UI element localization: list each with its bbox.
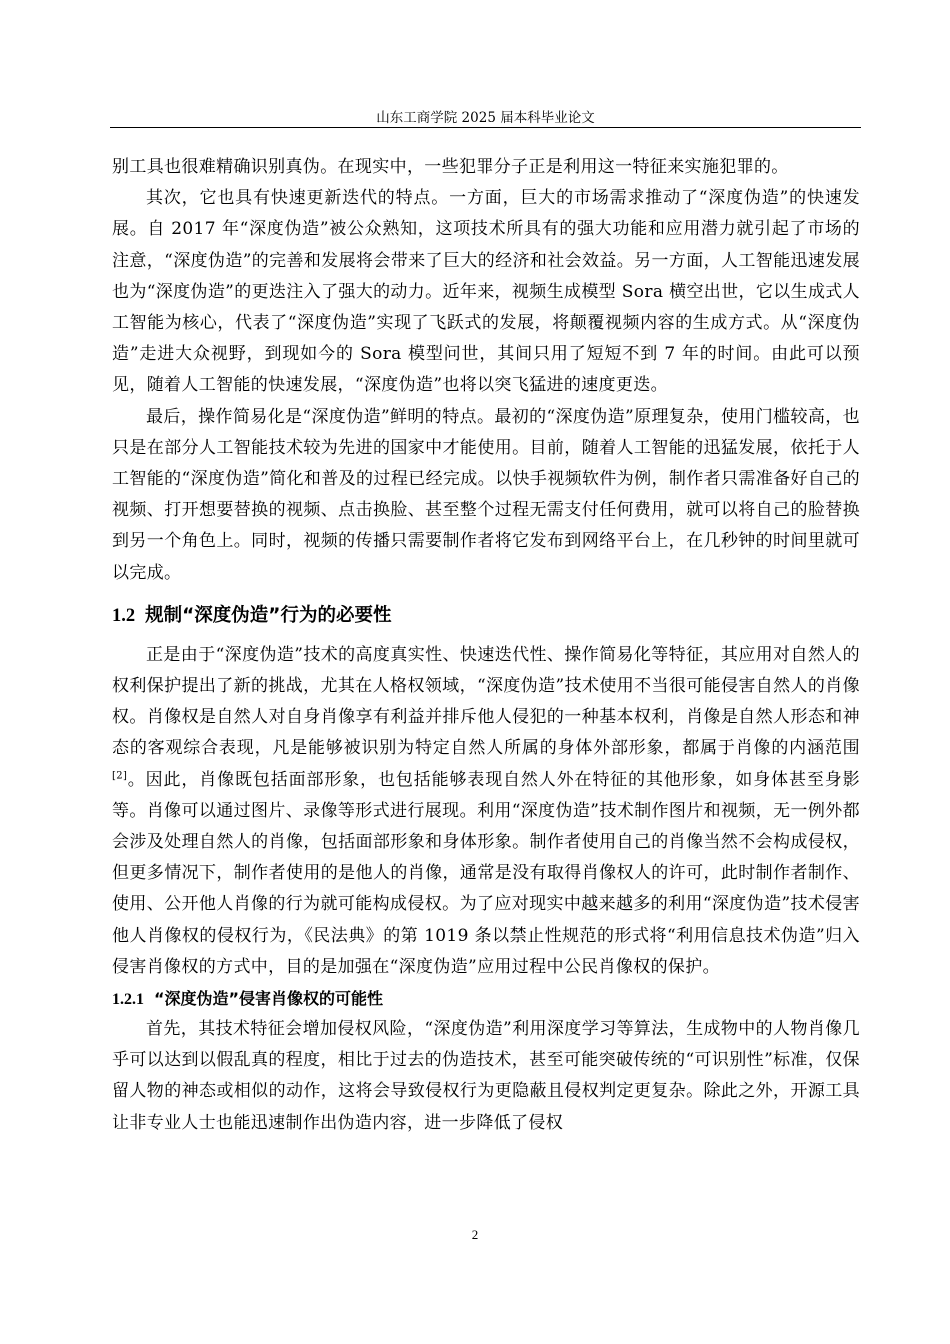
- page-header: 山东工商学院 2025 届本科毕业论文: [376, 110, 595, 126]
- paragraph-easy-operation: 最后，操作简易化是“深度伪造”鲜明的特点。最初的“深度伪造”原理复杂，使用门槛较高，也只是在部分人工智能技术较为先进的国家中才能使用。目前，随着人工智能的迅猛发展，依托于人工智能的“深度伪造”简化和普及的过程已经完成。以快手视频软件为例，制作者只需准备好自己的视频、打开想要替换的视频、点击换脸、甚至整个过程无需支付任何费用，就可以将自己的脸替换到另一个角色上。同时，视频的传播只需要制作者将它发布到网络平台上，在几秒钟的时间里就可以完成。: [112, 406, 860, 583]
- citation-reference[interactable]: [2]: [112, 770, 128, 781]
- section-heading-1-2-1: [112, 985, 860, 1014]
- section-title: 规制“深度伪造”行为的必要性: [145, 604, 392, 626]
- section-heading-1-2: [112, 601, 860, 631]
- paragraph-continued: 别工具也很难精确识别真伪。在现实中，一些犯罪分子正是利用这一特征来实施犯罪的。: [112, 157, 789, 177]
- paragraph-text-part-b: 。因此，肖像既包括面部形象，也包括能够表现自然人外在特征的其他形象，如身体甚至身影等。肖像可以通过图片、录像等形式进行展现。利用“深度伪造”技术制作图片和视频，无一例外都会涉及处理自然人的肖像，包括面部形象和身体形象。制作者使用自己的肖像当然不会构成侵权，但更多情况下，制作者使用的是他人的肖像，通常是没有取得肖像权人的许可，此时制作者制作、使用、公开他人肖像的行为就可能构成侵权。为了应对现实中越来越多的利用“深度伪造”技术侵害他人肖像权的侵权行为，《民法典》的第 1019 条以禁止性规范的形式将“利用信息技术伪造”归入侵害肖像权的方式中，目的是加强在“深度伪造”应用过程中公民肖像权的保护。: [112, 769, 860, 977]
- paragraph-text-part-a: 正是由于“深度伪造”技术的高度真实性、快速迭代性、操作简易化等特征，其应用对自然人的权利保护提出了新的挑战，尤其在人格权领域，“深度伪造”技术使用不当很可能侵害自然人的肖像权。肖像权是自然人对自身肖像享有利益并排斥他人侵犯的一种基本权利，肖像是自然人形态和神态的客观综合表现，凡是能够被识别为特定自然人所属的身体外部形象，都属于肖像的内涵范围: [112, 644, 860, 759]
- header-rule: [110, 127, 861, 128]
- section-number: 1.2: [112, 605, 136, 626]
- paragraph-necessity: [112, 640, 860, 983]
- paragraph-infringement-risk: 首先，其技术特征会增加侵权风险，“深度伪造”利用深度学习等算法，生成物中的人物肖像几乎可以达到以假乱真的程度，相比于过去的伪造技术，甚至可能突破传统的“可识别性”标准，仅保留人物的神态或相似的动作，这将会导致侵权行为更隐蔽且侵权判定更复杂。除此之外，开源工具让非专业人士也能迅速制作出伪造内容，进一步降低了侵权: [112, 1019, 860, 1133]
- subsection-number: 1.2.1: [112, 991, 144, 1009]
- subsection-title: “深度伪造”侵害肖像权的可能性: [154, 989, 384, 1009]
- document-body: [112, 152, 860, 1139]
- page-number: 2: [471, 1227, 479, 1242]
- paragraph-rapid-iteration: 其次，它也具有快速更新迭代的特点。一方面，巨大的市场需求推动了“深度伪造”的快速发展。自 2017 年“深度伪造”被公众熟知，这项技术所具有的强大功能和应用潜力就引起了市场的注意，“深度伪造”的完善和发展将会带来了巨大的经济和社会效益。另一方面，人工智能迅速发展也为“深度伪造”的更迭注入了强大的动力。近年来，视频生成模型 Sora 横空出世，它以生成式人工智能为核心，代表了“深度伪造”实现了飞跃式的发展，将颠覆视频内容的生成方式。从“深度伪造”走进大众视野，到现如今的 Sora 模型问世，其间只用了短短不到 7 年的时间。由此可以预见，随着人工智能的快速发展，“深度伪造”也将以突飞猛进的速度更迭。: [112, 188, 860, 396]
